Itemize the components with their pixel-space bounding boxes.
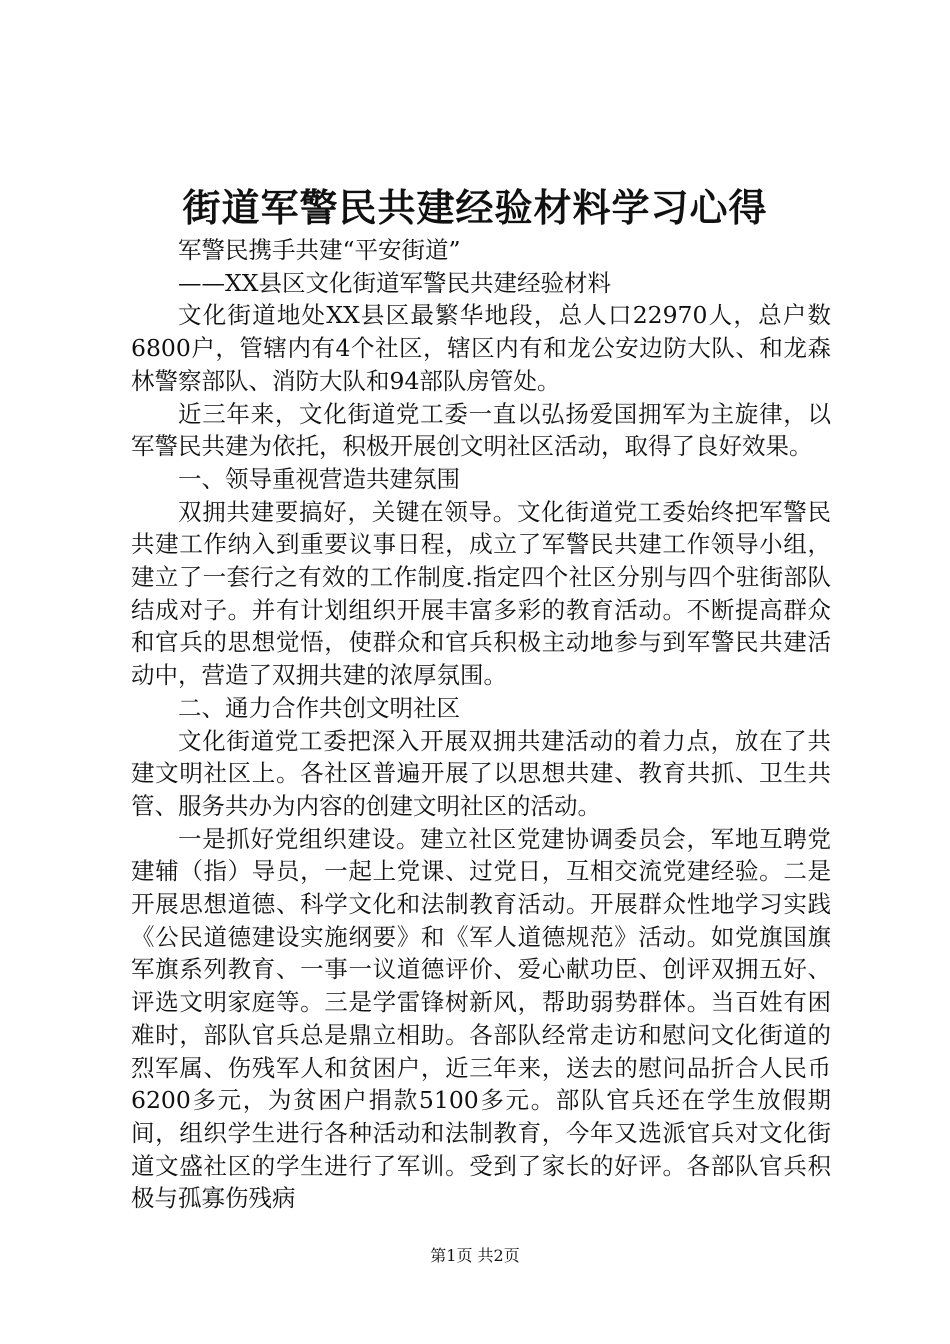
body-paragraph: 文化街道地处XX县区最繁华地段，总人口22970人，总户数6800户，管辖内有4个社区，辖区内有和龙公安边防大队、和龙森林警察部队、消防大队和94部队房管处。 — [131, 301, 831, 395]
body-paragraph: 一是抓好党组织建设。建立社区党建协调委员会，军地互聘党建辅（指）导员，一起上党课、过党日，互相交流党建经验。二是开展思想道德、科学文化和法制教育活动。开展群众性地学习实践《公民道德建设实施纲要》和《军人道德规范》活动。如党旗国旗军旗系列教育、一事一议道德评价、爱心献功臣、创评双拥五好、评选文明家庭等。三是学雷锋树新风，帮助弱势群体。当百姓有困难时，部队官兵总是鼎立相助。各部队经常走访和慰问文化街道的烈军属、伤残军人和贫困户，近三年来，送去的慰问品折合人民币6200多元，为贫困户捐款5100多元。部队官兵还在学生放假期间，组织学生进行各种活动和法制教育，今年又选派官兵对文化街道文盛社区的学生进行了军训。受到了家长的好评。各部队官兵积极与孤寡伤残病 — [131, 824, 831, 1213]
page-footer: 第1页 共2页 — [430, 1246, 520, 1265]
subtitle-source-line: ——XX县区文化街道军警民共建经验材料 — [178, 268, 611, 297]
body-paragraph: 双拥共建要搞好，关键在领导。文化街道党工委始终把军警民共建工作纳入到重要议事日程，成立了军警民共建工作领导小组，建立了一套行之有效的工作制度.指定四个社区分别与四个驻街部队结成对子。并有计划组织开展丰富多彩的教育活动。不断提高群众和官兵的思想觉悟，使群众和官兵积极主动地参与到军警民共建活动中，营造了双拥共建的浓厚氛围。 — [131, 497, 831, 690]
section-heading: 一、领导重视营造共建氛围 — [178, 464, 460, 493]
document-body — [131, 234, 831, 1215]
body-paragraph: 近三年来，文化街道党工委一直以弘扬爱国拥军为主旋律，以军警民共建为依托，积极开展创文明社区活动，取得了良好效果。 — [131, 399, 831, 461]
subtitle-line: 军警民携手共建“平安街道” — [178, 236, 461, 264]
section-heading: 二、通力合作共创文明社区 — [178, 693, 460, 722]
document-title: 街道军警民共建经验材料学习心得 — [182, 185, 768, 230]
body-paragraph: 文化街道党工委把深入开展双拥共建活动的着力点，放在了共建文明社区上。各社区普遍开展了以思想共建、教育共抓、卫生共管、服务共办为内容的创建文明社区的活动。 — [131, 726, 831, 820]
